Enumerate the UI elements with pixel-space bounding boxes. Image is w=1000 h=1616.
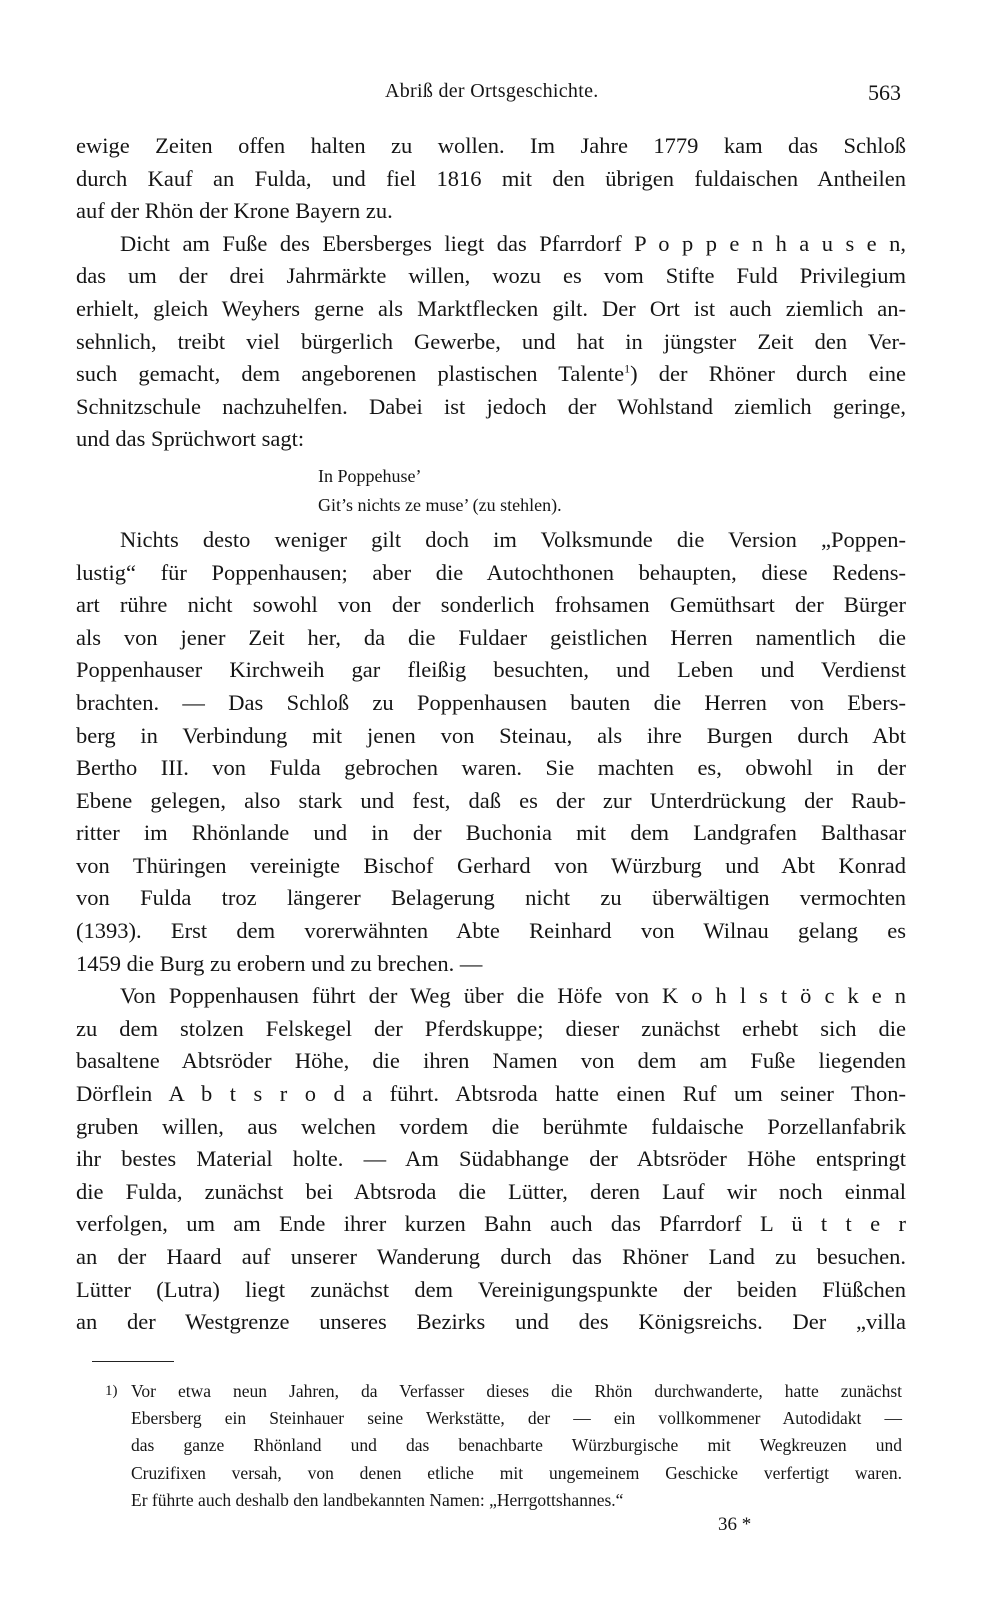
footnote-text: Vor etwa neun Jahren, da Verfasser dieses die Rhön durchwanderte, hatte zunächst bbox=[131, 1381, 902, 1401]
footnote-line bbox=[105, 1378, 902, 1405]
footnote-line: Er führte auch deshalb den landbekannten Namen: „Herrgottshannes.“ bbox=[131, 1489, 624, 1510]
text-line: als von jener Zeit her, da die Fuldaer geistlichen Herren namentlich die bbox=[76, 624, 906, 650]
text-line: gruben willen, aus welchen vordem die berühmte fuldaische Porzellanfabrik bbox=[76, 1113, 906, 1139]
page-number: 563 bbox=[868, 80, 901, 105]
signature-mark: 36 * bbox=[718, 1514, 752, 1535]
footnote bbox=[105, 1378, 902, 1514]
running-head bbox=[0, 80, 1000, 110]
text-line: Schnitzschule nachzuhelfen. Dabei ist jedoch der Wohlstand ziemlich geringe, bbox=[76, 393, 906, 419]
verse-line: In Poppehuse’ bbox=[318, 465, 422, 486]
main-text bbox=[76, 130, 906, 1339]
text-line: durch Kauf an Fulda, und fiel 1816 mit den übrigen fuldaischen Antheilen bbox=[76, 165, 906, 191]
text-line: von Fulda troz längerer Belagerung nicht zu überwältigen vermochten bbox=[76, 885, 906, 911]
footnote-line: das ganze Rhönland und das benachbarte Würzburgische mit Wegkreuzen und bbox=[131, 1435, 902, 1456]
text-line: Von Poppenhausen führt der Weg über die Höfe von K o h l s t ö c k e n bbox=[120, 983, 906, 1009]
text-line: Dörflein A b t s r o d a führt. Abtsroda hatte einen Ruf um seiner Thon- bbox=[76, 1081, 906, 1107]
text-line: art rühre nicht sowohl von der sonderlich frohsamen Gemüthsart der Bürger bbox=[76, 592, 906, 618]
text-line: an der Haard auf unserer Wanderung durch das Rhöner Land zu besuchen. bbox=[76, 1244, 906, 1269]
text-line: ritter im Rhönlande und in der Buchonia mit dem Landgrafen Balthasar bbox=[76, 820, 906, 846]
text-line: (1393). Erst dem vorerwähnten Abte Reinhard von Wilnau gelang es bbox=[76, 918, 906, 944]
text-line: Dicht am Fuße des Ebersberges liegt das Pfarrdorf P o p p e n h a u s e n, bbox=[120, 230, 906, 256]
text-line: ewige Zeiten offen halten zu wollen. Im Jahre 1779 kam das Schloß bbox=[76, 133, 906, 158]
text-line: basaltene Abtsröder Höhe, die ihren Namen von dem am Fuße liegenden bbox=[76, 1048, 906, 1074]
footnote-line: Cruzifixen versah, von denen etliche mit ungemeinem Geschicke verfertigt waren. bbox=[131, 1462, 902, 1483]
footnote-line: Ebersberg ein Steinhauer seine Werkstätte, der — ein vollkommener Autodidakt — bbox=[131, 1408, 902, 1429]
text-line: und das Sprüchwort sagt: bbox=[76, 426, 305, 452]
text-line: Ebene gelegen, also stark und fest, daß es der zur Unterdrückung der Raub- bbox=[76, 787, 906, 813]
text-line: brachten. — Das Schloß zu Poppenhausen bauten die Herren von Ebers- bbox=[76, 689, 906, 715]
text-line: ihr bestes Material holte. — Am Südabhange der Abtsröder Höhe entspringt bbox=[76, 1146, 906, 1172]
text-line: auf der Rhön der Krone Bayern zu. bbox=[76, 198, 393, 224]
footnote-divider bbox=[92, 1361, 174, 1362]
text-segment: such gemacht, dem angeborenen plastischen Talente bbox=[76, 361, 625, 387]
text-line: Lütter (Lutra) liegt zunächst dem Vereinigungspunkte der beiden Flüßchen bbox=[76, 1276, 906, 1302]
text-line: von Thüringen vereinigte Bischof Gerhard von Würzburg und Abt Konrad bbox=[76, 852, 906, 878]
text-line: Poppenhauser Kirchweih gar fleißig besuchten, und Leben und Verdienst bbox=[76, 657, 906, 683]
footnote-reference: 1 bbox=[624, 361, 631, 376]
text-line: die Fulda, zunächst bei Abtsroda die Lütter, deren Lauf wir noch einmal bbox=[76, 1178, 906, 1204]
verse-line: Git’s nichts ze muse’ (zu stehlen). bbox=[318, 494, 562, 515]
text-line: verfolgen, um am Ende ihrer kurzen Bahn auch das Pfarrdorf L ü t t e r bbox=[76, 1211, 906, 1237]
text-line: 1459 die Burg zu erobern und zu brechen. — bbox=[76, 950, 483, 976]
text-line: das um der drei Jahrmärkte willen, wozu es vom Stifte Fuld Privilegium bbox=[76, 263, 906, 289]
text-line: zu dem stolzen Felskegel der Pferdskuppe; dieser zunächst erhebt sich die bbox=[76, 1015, 906, 1041]
text-line: sehnlich, treibt viel bürgerlich Gewerbe, und hat in jüngster Zeit den Ver- bbox=[76, 328, 906, 354]
text-line: berg in Verbindung mit jenen von Steinau, als ihre Burgen durch Abt bbox=[76, 722, 906, 748]
text-line: Bertho III. von Fulda gebrochen waren. Sie machten es, obwohl in der bbox=[76, 755, 906, 781]
running-title: Abriß der Ortsgeschichte. bbox=[385, 80, 599, 102]
footnote-mark: 1) bbox=[105, 1383, 118, 1399]
text-segment: ) der Rhöner durch eine bbox=[630, 361, 906, 387]
text-line: erhielt, gleich Weyhers gerne als Marktflecken gilt. Der Ort ist auch ziemlich an- bbox=[76, 295, 906, 321]
verse-quote bbox=[318, 462, 906, 520]
text-line: lustig“ für Poppenhausen; aber die Autochthonen behaupten, diese Redens- bbox=[76, 559, 906, 585]
text-line: Nichts desto weniger gilt doch im Volksmunde die Version „Poppen- bbox=[120, 526, 906, 552]
text-line: an der Westgrenze unseres Bezirks und des Königsreichs. Der „villa bbox=[76, 1309, 906, 1335]
text-line-with-note bbox=[76, 358, 906, 391]
